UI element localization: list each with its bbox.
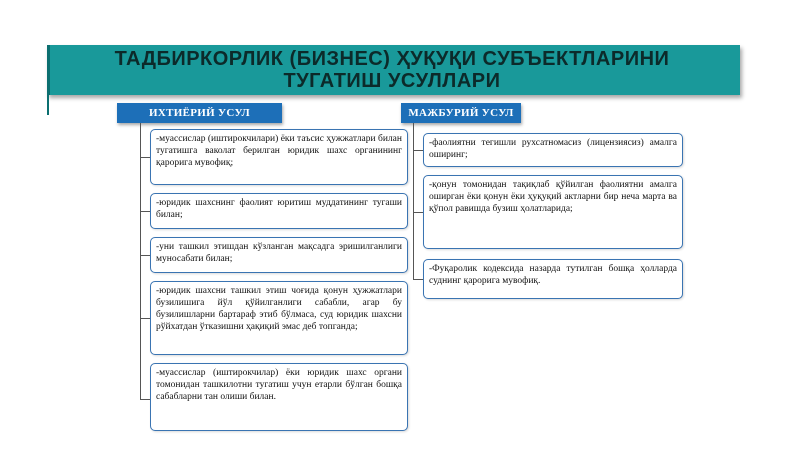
voluntary-item-term-expiry: -юридик шахснинг фаолият юритиш муддатининг тугаши билан; [150,193,408,229]
voluntary-connector-1 [140,157,150,158]
compulsory-item-no-license: -фаолиятни тегишли рухсатномасиз (лицензиясиз) амалга оширинг; [423,133,683,167]
voluntary-method-header: ИХТИЁРИЙ УСУЛ [117,103,282,123]
voluntary-item-goal-achieved: -уни ташкил этишдан кўзланган мақсадга эришилганлиги муносабати билан; [150,237,408,273]
voluntary-item-founders-decision: -муассислар (иштирокчилари) ёки таъсис ҳужжатлари билан тугатишга ваколат берилган юридик шахс органининг қарорига мувофиқ; [150,129,408,185]
compulsory-item-prohibited-activity: -қонун томонидан тақиқлаб қўйилган фаолиятни амалга оширган ёки қонун ёки ҳуқуқий актларни бир неча марта ва қўпол равишда бузиш ҳолатларида; [423,175,683,249]
compulsory-method-header: МАЖБУРИЙ УСУЛ [401,103,521,123]
compulsory-connector-2 [413,212,423,213]
title-line-1: ТАДБИРКОРЛИК (БИЗНЕС) ҲУҚУҚИ СУБЪЕКТЛАРИНИ [114,48,670,70]
voluntary-connector-3 [140,255,150,256]
compulsory-connector-vertical [413,123,414,279]
voluntary-item-other-reasons: -муассислар (иштирокчилар) ёки юридик шахс органи томонидан ташкилотни тугатиш учун етарли бўлган бошқа сабабларни тан олиши билан. [150,363,408,431]
compulsory-connector-1 [413,150,423,151]
voluntary-connector-5 [140,399,150,400]
title-line-2: ТУГАТИШ УСУЛЛАРИ [283,70,501,92]
voluntary-item-registration-invalid: -юридик шахсни ташкил этиш чоғида қонун ҳужжатлари бузилишига йўл қўйилганлиги сабабли, агар бу бузилишларни бартараф этиб бўлмаса, суд юридик шахсни рўйхатдан ўтказишни ҳақиқий эмас деб топганда; [150,281,408,355]
voluntary-connector-4 [140,318,150,319]
page-title [47,45,737,95]
title-accent-line [47,95,49,115]
compulsory-connector-3 [413,279,423,280]
voluntary-connector-vertical [140,123,141,399]
compulsory-item-court-decision: -Фуқаролик кодексида назарда тутилган бошқа ҳолларда суднинг қарорига мувофиқ. [423,259,683,299]
voluntary-connector-2 [140,211,150,212]
